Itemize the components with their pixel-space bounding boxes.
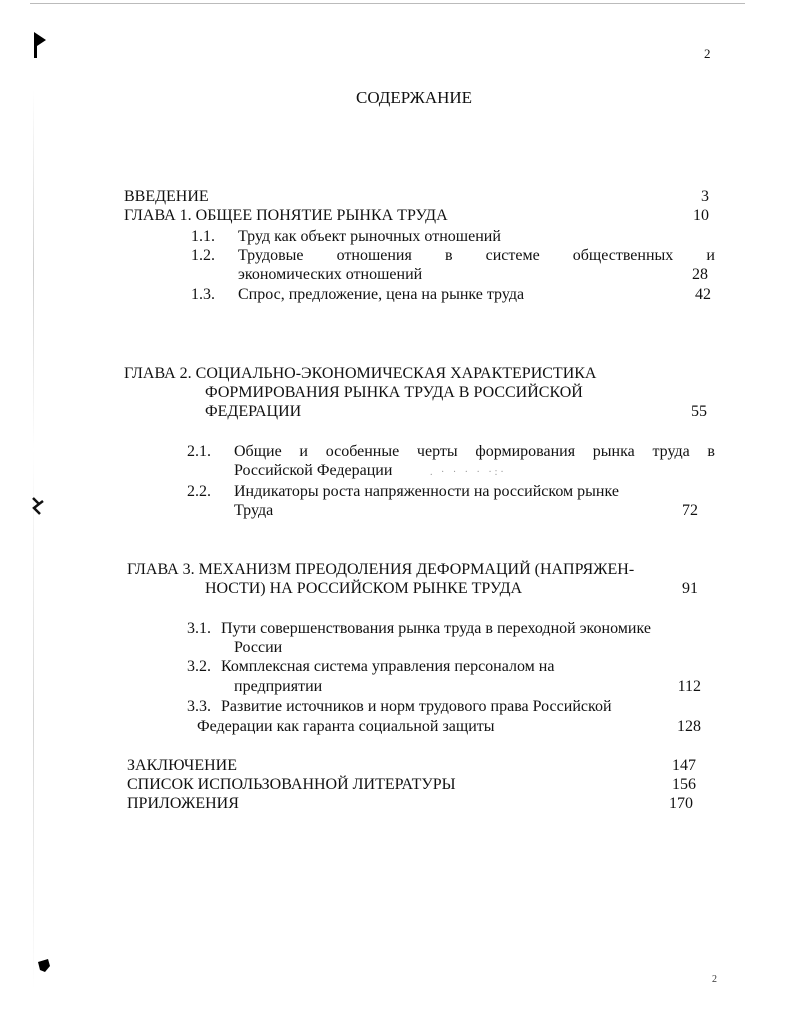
- toc-chapter2-page: 55: [691, 403, 707, 420]
- toc-chapter2-heading-continued: ФОРМИРОВАНИЯ РЫНКА ТРУДА В РОССИЙСКОЙ: [205, 384, 583, 401]
- toc-chapter1-page: 10: [693, 207, 709, 224]
- toc-section-page: 42: [695, 286, 711, 303]
- toc-word: и: [299, 443, 308, 460]
- binding-punch-mark: [31, 30, 49, 60]
- toc-chapter3-heading-continued: НОСТИ) НА РОССИЙСКОМ РЫНКЕ ТРУДА: [205, 580, 523, 597]
- toc-intro: ВВЕДЕНИЕ: [124, 188, 209, 205]
- toc-section-title: Пути совершенствования рынка труда в переходной экономике: [221, 620, 651, 637]
- toc-word: труда: [652, 443, 690, 460]
- toc-section-number: 2.1.: [187, 443, 211, 460]
- footer-mark: 2: [712, 974, 717, 985]
- page-number: 2: [704, 46, 711, 61]
- toc-section-number: 3.2.: [187, 658, 211, 675]
- toc-appendices-page: 170: [669, 795, 693, 812]
- toc-section-page: 28: [692, 266, 708, 283]
- toc-section-title: [238, 246, 715, 265]
- toc-word: рынка: [592, 443, 635, 460]
- toc-chapter2-heading: ГЛАВА 2. СОЦИАЛЬНО-ЭКОНОМИЧЕСКАЯ ХАРАКТЕРИСТИКА: [124, 365, 597, 382]
- toc-word: черты: [416, 443, 458, 460]
- page-title: СОДЕРЖАНИЕ: [356, 88, 473, 107]
- toc-section-title: [234, 442, 715, 461]
- scan-edge-top: [30, 3, 745, 4]
- toc-section-title-continued: Труда: [234, 502, 274, 519]
- toc-conclusion: ЗАКЛЮЧЕНИЕ: [127, 757, 237, 774]
- toc-intro-page: 3: [701, 188, 709, 205]
- toc-section-number: 3.1.: [187, 620, 211, 637]
- toc-chapter2-heading-continued: ФЕДЕРАЦИИ: [205, 403, 302, 420]
- scan-noise: . · · · · ·:·: [430, 467, 507, 478]
- toc-section-number: 1.2.: [191, 247, 215, 264]
- toc-chapter3-heading: ГЛАВА 3. МЕХАНИЗМ ПРЕОДОЛЕНИЯ ДЕФОРМАЦИЙ (НАПРЯЖЕН-: [127, 561, 635, 578]
- toc-section-title-continued: Федерации как гаранта социальной защиты: [197, 718, 495, 735]
- toc-bibliography-page: 156: [672, 776, 696, 793]
- toc-chapter1-heading: ГЛАВА 1. ОБЩЕЕ ПОНЯТИЕ РЫНКА ТРУДА: [124, 207, 448, 224]
- toc-section-title-continued: Российской Федерации: [234, 462, 393, 479]
- toc-section-number: 1.1.: [191, 228, 215, 245]
- toc-word: в: [444, 247, 453, 264]
- toc-section-number: 3.3.: [187, 698, 211, 715]
- toc-chapter3-page: 91: [682, 580, 698, 597]
- toc-section-title-continued: экономических отношений: [238, 266, 423, 283]
- toc-word: системе: [485, 247, 540, 264]
- toc-word: и: [706, 247, 715, 264]
- toc-word: особенные: [325, 443, 400, 460]
- toc-word: в: [707, 443, 715, 460]
- scan-edge-left: [33, 90, 34, 990]
- scan-artifact-mark: [30, 495, 46, 517]
- toc-word: формирования: [475, 443, 576, 460]
- toc-section-number: 2.2.: [187, 483, 211, 500]
- toc-word: отношения: [336, 247, 412, 264]
- toc-conclusion-page: 147: [672, 757, 696, 774]
- toc-section-number: 1.3.: [191, 286, 215, 303]
- toc-section-title-continued: России: [234, 639, 283, 656]
- toc-section-title: Комплексная система управления персоналом на: [221, 658, 555, 675]
- toc-word: Трудовые: [238, 247, 304, 264]
- toc-section-title: Спрос, предложение, цена на рынке труда: [238, 286, 525, 303]
- toc-section-title: Индикаторы роста напряженности на российском рынке: [234, 483, 619, 500]
- toc-appendices: ПРИЛОЖЕНИЯ: [127, 795, 239, 812]
- toc-section-title: Развитие источников и норм трудового права Российской: [221, 698, 612, 715]
- toc-bibliography: СПИСОК ИСПОЛЬЗОВАННОЙ ЛИТЕРАТУРЫ: [127, 776, 456, 793]
- toc-word: Общие: [234, 443, 282, 460]
- binding-hole-mark: [36, 958, 52, 974]
- toc-section-title-continued: предприятии: [234, 678, 323, 695]
- toc-section-page: 128: [677, 718, 701, 735]
- toc-section-title: Труд как объект рыночных отношений: [238, 228, 501, 245]
- toc-word: общественных: [572, 247, 674, 264]
- toc-section-page: 72: [682, 502, 698, 519]
- toc-section-page: 112: [677, 678, 701, 695]
